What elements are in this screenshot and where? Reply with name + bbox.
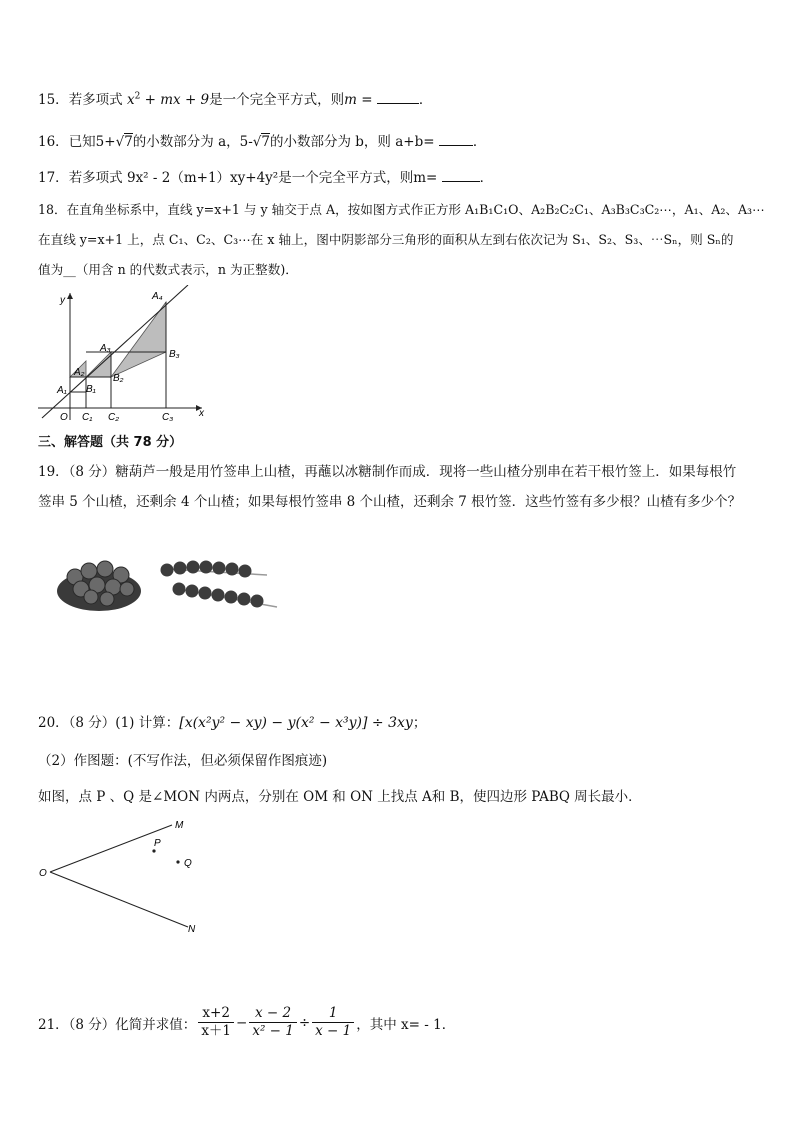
question-16 [38,130,486,150]
q15-end: ． [418,92,433,108]
q17-text: 若多项式 9x² - 2（m+1）xy+4y²是一个完全平方式，则m= [68,170,438,186]
section-3-heading: 三、解答题（共 78 分） [38,435,183,450]
fraction-2 [249,1005,297,1040]
q16-mid1: 的小数部分为 a，5- [132,134,253,150]
sqrt-icon: √ [252,134,262,150]
q20-end: ； [412,715,427,731]
fraction-3-denominator: x − 1 [315,1023,352,1039]
label-b1: B₁ [86,384,96,395]
label-a4: A₄ [152,291,163,302]
q15-number: 15． [38,92,69,108]
q17-number: 17． [38,170,69,186]
point-q [176,860,179,863]
fraction-1 [198,1005,234,1040]
label-b3: B₃ [169,349,180,360]
question-21 [38,1005,455,1040]
angle-mon-figure [36,815,216,940]
q16-answer-blank [439,132,473,146]
label-x: x [199,408,204,419]
shaded-triangle-s2 [86,352,111,377]
q21-end: ，其中 x= - 1． [356,1016,456,1033]
q20-expression: [x(x²y² − xy) − y(x² − x³y)] ÷ 3xy [179,715,413,731]
y-axis-arrow-icon [67,293,73,299]
q15-answer-blank [377,90,419,104]
q15-eq: = [356,92,373,108]
q17-end: ． [479,170,494,186]
q15-exp: 2 [134,91,141,102]
fraction-1-denominator: x＋1 [201,1023,232,1039]
question-19-line-1: 19．（8 分）糖葫芦一般是用竹签串上山楂，再蘸以冰糖制作而成．现将一些山楂分别串在若干根竹签上．如果每根竹 [38,464,737,480]
question-19-line-2: 签串 5 个山楂，还剩余 4 个山楂；如果每根竹签串 8 个山楂，还剩余 7 根竹签．这些竹签有多少根？山楂有多少个？ [38,494,742,510]
question-20-line-2: （2）作图题：(不写作法，但必须保留作图痕迹) [38,753,328,769]
q16-sqrt-b: 7 [261,134,270,150]
tanghulu-image [55,545,285,617]
question-20-line-1 [38,711,426,731]
q15-poly: + mx + 9 [144,92,210,108]
question-18-line-3: 值为__（用含 n 的代数式表示，n 为正整数)． [38,262,298,277]
point-p [152,849,155,852]
label-c1: C₁ [82,412,93,423]
label-c3: C₃ [162,412,174,423]
q16-end: ． [472,134,487,150]
minus-sign: − [236,1014,248,1031]
square-1 [70,392,86,408]
question-15 [38,88,432,108]
skewer-icon [161,561,278,608]
q15-pre: 若多项式 [68,92,123,108]
fraction-2-denominator: x² − 1 [252,1023,294,1039]
question-18-line-1: 18．在直角坐标系中，直线 y=x+1 与 y 轴交于点 A，按如图方式作正方形 A₁B₁C₁O、A₂B₂C₂C₁、A₃B₃C₃C₂⋯，A₁、A₂、A₃⋯ [38,202,765,217]
divide-sign: ÷ [298,1014,311,1031]
fraction-3-numerator: 1 [312,1005,354,1023]
q17-answer-blank [442,168,480,182]
q15-mid: 是一个完全平方式，则 [209,92,345,108]
label-y: y [60,295,65,306]
label-a3: A₃ [100,343,111,354]
q16-mid2: 的小数部分为 b，则 a+b= [270,134,435,150]
q15-m: m [344,92,357,108]
q18-square-figure [30,285,210,425]
fraction-2-numerator: x − 2 [249,1005,297,1023]
question-20-line-3: 如图，点 P 、Q 是∠MON 内两点，分别在 OM 和 ON 上找点 A和 B，使四边形 PABQ 周长最小． [38,789,642,805]
label-a1: A₁ [57,385,67,396]
label-n: N [188,924,196,935]
label-p: P [154,838,161,849]
question-18-line-2: 在直线 y=x+1 上，点 C₁、C₂、C₃⋯在 x 轴上，图中阴影部分三角形的面积从左到右依次记为 S₁、S₂、S₃、⋯Sₙ，则 Sₙ的 [38,232,734,247]
label-o: O [39,868,47,879]
fraction-1-numerator: x+2 [198,1005,234,1023]
label-a2: A₂ [74,367,85,378]
question-17 [38,166,493,186]
fraction-3 [312,1005,354,1040]
q16-sqrt-a: 7 [124,134,133,150]
label-c2: C₂ [108,412,120,423]
label-m: M [175,820,184,831]
ray-on [50,872,188,927]
label-q: Q [184,858,192,869]
sqrt-icon: √ [115,134,125,150]
q16-pre: 已知5+ [68,134,116,150]
q20-pre: 20．（8 分）(1) 计算： [38,715,180,731]
label-b2: B₂ [113,373,124,384]
q21-pre: 21．（8 分）化简并求值： [38,1016,197,1033]
q15-x: x [126,92,135,108]
q16-number: 16． [38,134,69,150]
label-o: O [60,412,68,423]
